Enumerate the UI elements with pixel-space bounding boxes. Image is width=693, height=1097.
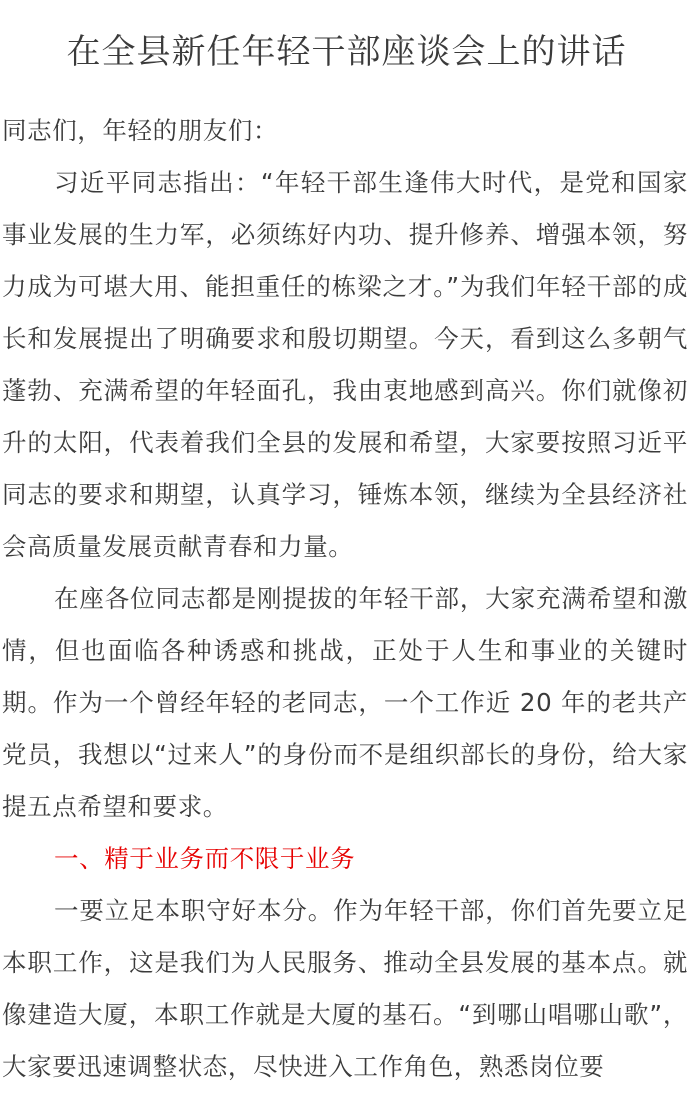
- paragraph-2: 在座各位同志都是刚提拔的年轻干部，大家充满希望和激情，但也面临各种诱惑和挑战，正处于人生和事业的关键时期。作为一个曾经年轻的老同志，一个工作近 20 年的老共产党员，我想以“过来人”的身份而不是组织部长的身份，给大家提五点希望和要求。: [2, 584, 688, 821]
- section-heading-1: 一、精于业务而不限于业务: [54, 844, 356, 873]
- document-title: 在全县新任年轻干部座谈会上的讲话: [66, 32, 627, 72]
- document-body: [2, 105, 688, 1093]
- paragraph-1: 习近平同志指出：“年轻干部生逢伟大时代，是党和国家事业发展的生力军，必须练好内功、提升修养、增强本领，努力成为可堪大用、能担重任的栋梁之才。”为我们年轻干部的成长和发展提出了明确要求和殷切期望。今天，看到这么多朝气蓬勃、充满希望的年轻面孔，我由衷地感到高兴。你们就像初升的太阳，代表着我们全县的发展和希望，大家要按照习近平同志的要求和期望，认真学习，锤炼本领，继续为全县经济社会高质量发展贡献青春和力量。: [2, 168, 688, 561]
- paragraph-3: 一要立足本职守好本分。作为年轻干部，你们首先要立足本职工作，这是我们为人民服务、推动全县发展的基本点。就像建造大厦，本职工作就是大厦的基石。“到哪山唱哪山歌”，大家要迅速调整状态，尽快进入工作角色，熟悉岗位要: [2, 896, 688, 1081]
- salutation: 同志们，年轻的朋友们：: [2, 116, 279, 145]
